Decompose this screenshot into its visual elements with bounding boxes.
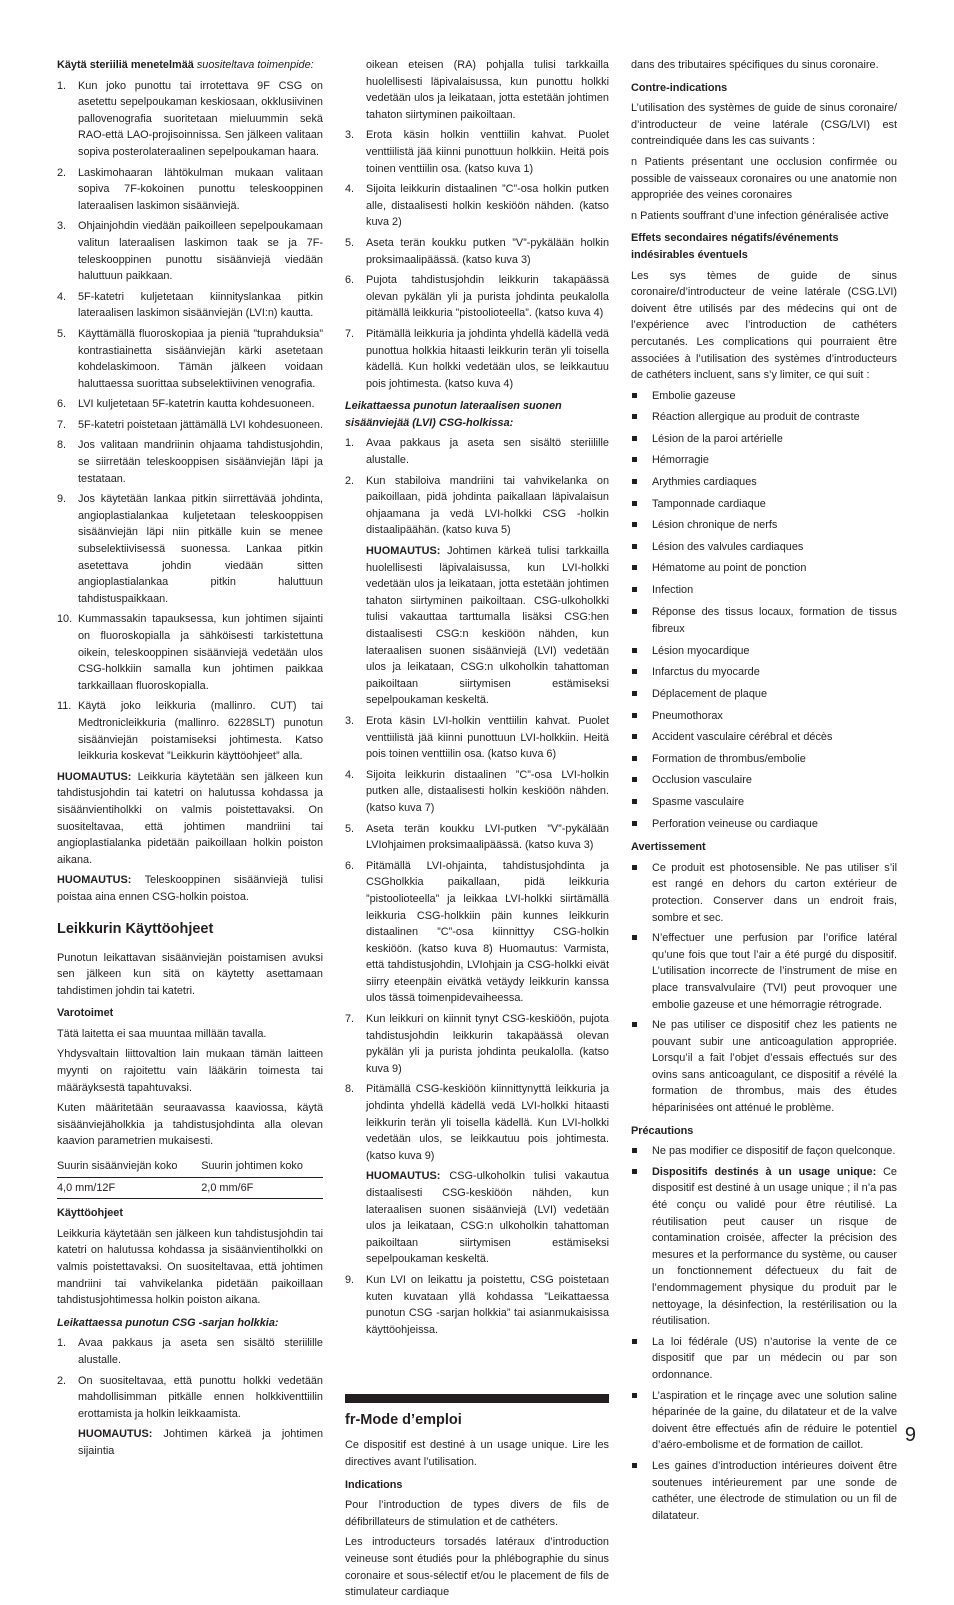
list-item: Ne pas modifier ce dispositif de façon quelconque. (631, 1143, 897, 1160)
list-item: Infarctus du myocarde (631, 664, 897, 682)
list-item: 1. Avaa pakkaus ja aseta sen sisältö steriilille alustalle. (345, 437, 609, 467)
list-item: 3. Erota käsin holkin venttiilin kahvat. Puolet venttiilistä jää kiinni punottuun holkkiin. Heitä pois toinen venttiilin osa. (katso kuva 1) (345, 129, 609, 175)
note-paragraph: HUOMAUTUS: Teleskooppinen sisäänviejä tulisi poistaa aina ennen CSG-holkin poistoa. (57, 874, 323, 903)
bullet-square-icon (632, 544, 637, 549)
list-item: 1. Kun joko punottu tai irrotettava 9F CSG on asetettu sepelpoukaman keskiosaan, okklusiivinen pallovenografia suoritetaan mieluummin sekä RAO-että LAO-projisoinnissa. Sen jälkeen valitaan sopiva posterolateraalinen sepelpoukaman haara. (57, 79, 323, 158)
paragraph: Kuten määritetään seuraavassa kaaviossa, käytä sisäänviejäholkkia ja tahdistusjohdinta alla olevan kaavion parametrien mukaisesti. (57, 1102, 323, 1148)
list-item: Formation de thrombus/embolie (631, 751, 897, 769)
note-paragraph: HUOMAUTUS: CSG-ulkoholkin tulisi vakautua distaalisesti CSG-keskiöön nähden, kun lateraalisen suonen sisäänviejä (LVI) vedetään ulos ja leikataan, CSG:n ulkoholkin tahattoman paikoiltaan siirtymisen estämiseksi sepelpoukaman keskeltä. (366, 1170, 609, 1266)
subheading: Leikattaessa punotun CSG -sarjan holkkia: (57, 1316, 279, 1329)
section-title: Leikkurin Käyttöohjeet (57, 920, 214, 937)
size-table (57, 1156, 323, 1199)
list-item: Ce produit est photosensible. Ne pas utiliser s’il est rangé en dehors du carton extérieur de protection. Conserver dans un endroit frais, sombre et sec. (631, 860, 897, 926)
continued-text: oikean eteisen (RA) pohjalla tulisi tarkkailla huolellisesti läpivalaisussa, kun punottu holkki vedetään ulos ja leikataan, jotta estetään johtimen tahaton siirtyminen paikoiltaan. (366, 59, 609, 121)
list-item: Les gaines d’introduction intérieures doivent être soutenues intérieurement par une sonde de cathéter, une électrode de stimulation ou un fil de dilatateur. (631, 1458, 897, 1524)
paragraph: Les introducteurs torsadés latéraux d’introduction veineuse sont étudiés pour la phlébographie du sinus coronaire et sous-sélectif et/ou le placement de fils de stimulateur cardiaque (345, 1536, 609, 1599)
lvi-step-9 (345, 1272, 609, 1338)
list-item: Réponse des tissus locaux, formation de tissus fibreux (631, 604, 897, 639)
bullet-square-icon (632, 1169, 637, 1174)
list-item: Accident vasculaire cérébral et décès (631, 729, 897, 747)
subheading: Avertissement (631, 841, 706, 854)
bullet-square-icon (632, 565, 637, 570)
bullet-square-icon (632, 799, 637, 804)
paragraph: n Patients présentant une occlusion confirmée ou possible de vaisseaux coronaires ou une anatomie non appropriée des veines coronaires (631, 155, 897, 202)
bullet-square-icon (632, 457, 637, 462)
list-item: 2. Laskimohaaran lähtökulman mukaan valitaan sopiva 7F-kokoinen punottu teleskooppinen lateraalisen laskimon sisäänviejä. (57, 166, 323, 212)
list-item: Pneumothorax (631, 708, 897, 726)
list-item: Dispositifs destinés à un usage unique: Ce dispositif est destiné à un usage unique ; il n’a pas été conçu ou validé pour être réutilisé. La réutilisation peut causer un risque de contamination croisée, affecter la précision des mesures et la performance du système, ou causer un fonctionnement défectueux du fait de l’endommagement physique du produit par le nettoyage, la désinfection, la restérilisation ou la réutilisation. (631, 1164, 897, 1330)
list-item: 3. Erota käsin LVI-holkin venttiilin kahvat. Puolet venttiilistä jää kiinni punottuun LVI-holkkiin. Heitä pois toinen venttiilin osa. (katso kuva 6) (345, 714, 609, 761)
paragraph: Leikkuria käytetään sen jälkeen kun tahdistusjohdin tai katetri on halutussa kohdassa ja sisäänvientiholkki on valmis poistettavaksi. On suositeltavaa, että johtimen mandriini tai vahvikelanka pidetään paikoillaan tahdistusjohtimessa holkin poiston aikana. (57, 1227, 323, 1307)
bullet-square-icon (632, 436, 637, 441)
bullet-square-icon (632, 865, 637, 870)
list-item: Arythmies cardiaques (631, 474, 897, 492)
list-item: Lésion de la paroi artérielle (631, 431, 897, 449)
bullet-square-icon (632, 522, 637, 527)
note-paragraph: HUOMAUTUS: Johtimen kärkeä tulisi tarkkailla huolellisesti läpivalaisussa, kun LVI-holkki vedetään ulos ja leikataan, jotta estetään johtimen tahaton siirtyminen paikoiltaan. CSG-ulkoholkki tulisi vakauttaa tarttumalla lisäksi CSG:hen distaalisesti CSG:n keskiöön nähden, kun lateraalisen suonen sisäänviejä (LVI) vedetään ulos ja leikataan, CSG:n ulkoholkin tahattoman paikoiltaan siirtymisen estämiseksi sepelpoukaman keskeltä. (366, 545, 609, 707)
list-item: L’aspiration et le rinçage avec une solution saline héparinée de la gaine, du dilatateur et de la valve doivent être effectués afin de réduire le potentiel d’aéro-embolisme et de formation de caillot. (631, 1388, 897, 1454)
section-divider-bar (345, 1394, 609, 1403)
list-item: 4. Sijoita leikkurin distaalinen ”C”-osa holkin putken alle, distaalisesti holkin keskiöön nähden. (katso kuva 2) (345, 183, 609, 229)
paragraph: Pour l’introduction de types divers de fils de défibrillateurs de stimulation et de cathéters. (345, 1499, 609, 1528)
list-item: Occlusion vasculaire (631, 772, 897, 790)
list-item: 5. Aseta terän koukku LVI-putken ”V”-pykälään LVIohjaimen proksimaalipäässä. (katso kuva 3) (345, 822, 609, 852)
list-item: Spasme vasculaire (631, 794, 897, 812)
list-item: 5. Käyttämällä fluoroskopiaa ja pieniä ”tuprahduksia” kontrastiainetta sisäänviejän kärki asetetaan kohdelaskimoon. Tämän jälkeen voidaan haluttaessa suorittaa subselektiivinen venografia. (57, 327, 323, 390)
bullet-square-icon (632, 1022, 637, 1027)
bullet-square-icon (632, 1463, 637, 1468)
column-1 (57, 57, 323, 1464)
table-header-row: Suurin sisäänviejän koko Suurin johtimen koko (57, 1156, 323, 1177)
list-item: 10. Kummassakin tapauksessa, kun johtimen sijainti on fluoroskopialla ja sähköisesti tarkistettuna oikein, teleskooppinen sisäänviejä vedetään ulos CSG-holkkiin samalla kun johtimen paikkaa tarkkaillaan fluoroskopialla. (57, 613, 323, 692)
list-item: 6. LVI kuljetetaan 5F-katetrin kautta kohdesuoneen. (57, 398, 315, 411)
paragraph: Tätä laitetta ei saa muuntaa millään tavalla. (57, 1027, 267, 1040)
list-item: Lésion myocardique (631, 643, 897, 661)
bullet-square-icon (632, 1393, 637, 1398)
list-item: 8. Pitämällä CSG-keskiöön kiinnittynyttä leikkuria ja johdinta yhdellä kädellä vedä LVI-holkki hitaasti leikkurin terän yli toisella kädellä. Kun LVI-holkki vedetään ulos, se leikkautuu pois johtimesta. (katso kuva 9) (345, 1083, 609, 1162)
section-title: fr-Mode d’emploi (345, 1412, 462, 1429)
list-item: 11. Käytä joko leikkuria (mallinro. CUT) tai Medtronicleikkuria (mallinro. 6228SLT) punotun sisäänviejän poistamiseksi johtimesta. Katso leikkuria koskevat ”Leikkurin käyttöohjeet” alla. (57, 700, 323, 763)
list-item: 7. Pitämällä leikkuria ja johdinta yhdellä kädellä vedä punottua holkkia hitaasti leikkurin terän yli toisella kädellä. Kun holkki vedetään ulos, se leikkautuu pois johtimesta. (katso kuva 4) (345, 327, 609, 390)
bullet-square-icon (632, 821, 637, 826)
bullet-square-icon (632, 935, 637, 940)
bullet-square-icon (632, 479, 637, 484)
bullet-square-icon (632, 734, 637, 739)
bullet-square-icon (632, 587, 637, 592)
bullet-square-icon (632, 669, 637, 674)
list-item: 3. Ohjainjohdin viedään paikoilleen sepelpoukamaan valitun lateraalisen laskimon taak se ja 7F-teleskooppinen punottu sisäänviejä viedään haluttuun paikkaan. (57, 220, 323, 283)
list-item: 6. Pitämällä LVI-ohjainta, tahdistusjohdinta ja CSGholkkia paikallaan, pidä leikkuria ”pistoolioteella” ja leikkaa LVI-holkki siirtämällä leikkuria CSG-holkkiin päin kunnes leikkurin distaalinen ”C”-osa kiinnittyy CSG-holkin keskiöön. (katso kuva 8) Huomautus: Varmista, että tahdistusjohdin, LVIohjain ja CSG-holkki eivät siirry eteenpäin eivätkä vetäydy leikkurin kanssa ulos tässä toimenpidevaiheessa. (345, 859, 609, 1005)
list-item: Réaction allergique au produit de contraste (631, 409, 897, 427)
list-item: Tamponnade cardiaque (631, 496, 897, 514)
paragraph: Yhdysvaltain liittovaltion lain mukaan tämän laitteen myynti on rajoitettu vain lääkärin toimesta tai määräyksestä tapahtuvaksi. (57, 1048, 323, 1094)
list-item: 2. Kun stabiloiva mandriini tai vahvikelanka on paikoillaan, pidä johdinta paikallaan läpivalaisun ohjaamana ja vedä LVI-holkki CSG -holkin distaalipäähän. (katso kuva 5) (345, 474, 609, 537)
table-row: 4,0 mm/12F 2,0 mm/6F (57, 1177, 323, 1199)
list-item: 6. Pujota tahdistusjohdin leikkurin takapäässä olevan pykälän yli ja purista johdinta peukalolla pitämällä leikkuria ”pistoolioteella”. (katso kuva 4) (345, 274, 609, 320)
bullet-square-icon (632, 414, 637, 419)
column-3 (631, 57, 897, 1528)
subheading: Effets secondaires négatifs/événements indésirables éventuels (631, 232, 839, 261)
subheading: Précautions (631, 1124, 694, 1137)
bullet-square-icon (632, 609, 637, 614)
subheading: Leikattaessa punotun lateraalisen suonen sisäänviejää (LVI) CSG-holkissa: (345, 400, 562, 429)
procedure-steps (57, 78, 323, 765)
csg-steps-continued (345, 127, 609, 392)
paragraph: n Patients souffrant d’une infection généralisée active (631, 209, 889, 222)
bullet-square-icon (632, 501, 637, 506)
list-item: 4. Sijoita leikkurin distaalinen ”C”-osa LVI-holkin putken alle, distaalisesti holkin keskiöön nähden. (katso kuva 7) (345, 768, 609, 814)
list-item: 9. Kun LVI on leikattu ja poistettu, CSG poistetaan kuten kuvataan yllä kohdassa ”Leikattaessa punotun CSG -sarjan holkkia” tai asianmukaisissa käyttöohjeissa. (345, 1273, 609, 1336)
paragraph: L’utilisation des systèmes de guide de sinus coronaire/ d’introducteur de veine latérale (CSG/LVI) est contreindiquée dans les cas suivants : (631, 102, 897, 148)
lvi-steps (345, 435, 609, 539)
list-item: N’effectuer une perfusion par l’orifice latéral qu’une fois que tout l’air a été purgé du dispositif. L’utilisation incorrecte de l’instrument de mise en place transvalvulaire (TVI) peut provoquer une embolie gazeuse et une hémorragie rétrograde. (631, 930, 897, 1013)
subheading: Käyttöohjeet (57, 1207, 123, 1220)
list-item: Perforation veineuse ou cardiaque (631, 816, 897, 834)
list-item: 8. Jos valitaan mandriinin ohjaama tahdistusjohdin, se siirretään teleskooppisen sisäänviejän läpi ja testataan. (57, 439, 323, 485)
list-item: Lésion chronique de nerfs (631, 517, 897, 535)
effects-list (631, 388, 897, 833)
note-paragraph: HUOMAUTUS: Johtimen kärkeä ja johtimen sijaintia (78, 1428, 323, 1457)
list-item: 9. Jos käytetään lankaa pitkin siirrettävää johdinta, angioplastialankaa kuljetetaan teleskooppisen sisäänviejän läpi niin pitkälle kuin se menee subselektiivisessä suonessa. Lankaa pitkin asetettava johdin viedään sitten angioplastialankaa pitkin haluttuun tahdistuspaikkaan. (57, 493, 323, 605)
list-item: 2. On suositeltavaa, että punottu holkki vedetään mahdollisimman pitkälle ennen holkkiventtiilin erottamista ja holkin leikkaamista. (57, 1374, 323, 1420)
subheading: Varotoimet (57, 1007, 114, 1020)
list-item: Hémorragie (631, 452, 897, 470)
list-item: Lésion des valvules cardiaques (631, 539, 897, 557)
paragraph: Ce dispositif est destiné à un usage unique. Lire les directives avant l’utilisation. (345, 1439, 609, 1468)
list-item: Infection (631, 582, 897, 600)
list-item: La loi fédérale (US) n’autorise la vente de ce dispositif que par un médecin ou par son ordonnance. (631, 1334, 897, 1384)
bullet-square-icon (632, 756, 637, 761)
note-paragraph: HUOMAUTUS: Leikkuria käytetään sen jälkeen kun tahdistusjohdin tai katetri on halutussa kohdassa ja sisäänvientiholkki on valmis poistettavaksi. On suositeltavaa, että johtimen mandriini tai angioplastialanka pidetään paikoillaan holkin poiston aikana. (57, 770, 323, 866)
bullet-square-icon (632, 777, 637, 782)
list-item: Ne pas utiliser ce dispositif chez les patients ne pouvant subir une anticoagulation appropriée. Lorsqu’il a fait l’objet d’essais effectués sur des ovins sans anticoagulant, ce dispositif a révélé la formation de thrombus, mais des études héparinisées ont atténué le problème. (631, 1017, 897, 1117)
intro-line: Käytä steriiliä menetelmää suositeltava toimenpide: (57, 59, 314, 71)
list-item: Embolie gazeuse (631, 388, 897, 406)
list-item: Hématome au point de ponction (631, 560, 897, 578)
list-item: Déplacement de plaque (631, 686, 897, 704)
lvi-steps-b (345, 713, 609, 1164)
list-item: 5. Aseta terän koukku putken ”V”-pykälään holkin proksimaalipäässä. (katso kuva 3) (345, 236, 609, 266)
bullet-square-icon (632, 393, 637, 398)
list-item: 7. Kun leikkuri on kiinnit tynyt CSG-keskiöön, pujota tahdistusjohdin leikkurin takapäässä olevan pykälän yli ja purista johdinta peukalolla. (katso kuva 9) (345, 1013, 609, 1075)
column-2 (345, 57, 609, 1605)
page-number: 9 (904, 1424, 916, 1446)
bullet-square-icon (632, 1148, 637, 1153)
subheading: Indications (345, 1478, 403, 1491)
subheading: Contre-indications (631, 81, 728, 94)
list-item: 7. 5F-katetri poistetaan jättämällä LVI kohdesuoneen. (57, 418, 323, 431)
continued-text: dans des tributaires spécifiques du sinus coronaire. (631, 59, 879, 71)
bullet-square-icon (632, 1339, 637, 1344)
warnings-list (631, 860, 897, 1117)
csg-steps (57, 1335, 323, 1422)
bullet-square-icon (632, 648, 637, 653)
bullet-square-icon (632, 713, 637, 718)
paragraph: Les sys tèmes de guide de sinus coronaire/d’introducteur de veine latérale (CSG.LVI) doivent être utilisés par des médecins qui ont de l’expérience avec l’introduction de cathéters percutanés. Les complications qui pourraient être associées à l’utilisation des systèmes d’introducteurs de cathéters incluent, sans s’y limiter, ce qui suit : (631, 269, 897, 382)
list-item: 1. Avaa pakkaus ja aseta sen sisältö steriilille alustalle. (57, 1337, 323, 1366)
bullet-square-icon (632, 691, 637, 696)
list-item: 4. 5F-katetri kuljetetaan kiinnityslankaa pitkin lateraalisen laskimon sisäänviejän (LVI:n) kautta. (57, 290, 323, 320)
section-intro: Punotun leikattavan sisäänviejän poistamisen avuksi sen jälkeen kun sitä on käytetty asettamaan tahdistimen johdin tai katetri. (57, 951, 323, 997)
precautions-list (631, 1143, 897, 1524)
